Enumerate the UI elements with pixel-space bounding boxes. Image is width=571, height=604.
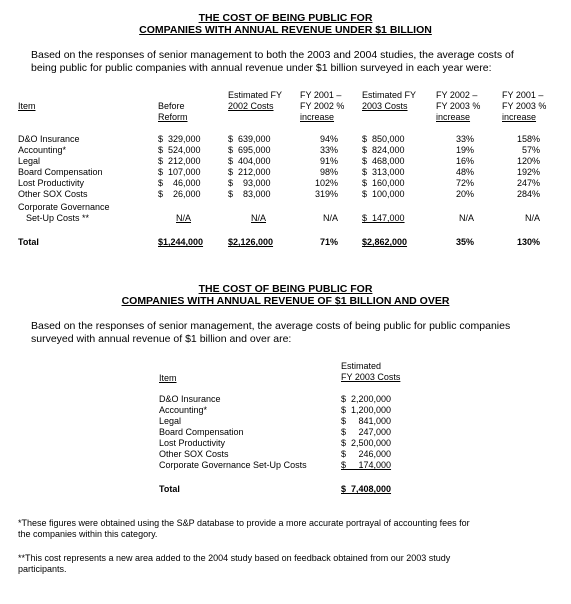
row-est2003: $ 100,000 [362, 189, 405, 199]
total-inc2002: 71% [319, 237, 338, 247]
row-value: $ 1,200,000 [341, 405, 392, 415]
s2-col-header-item: Item [159, 373, 177, 383]
row-est2002: $ 695,000 [228, 145, 271, 155]
row-before: $ 329,000 [158, 134, 201, 144]
row-inc2003: 20% [455, 189, 474, 199]
row-inc2002: 91% [319, 156, 338, 166]
row-inc2003: 16% [455, 156, 474, 166]
row-est2003: $ 824,000 [362, 145, 405, 155]
col-header-inc2003-3: increase [436, 112, 471, 122]
total-before: $1,244,000 [158, 237, 204, 247]
row-est2002: $ 83,000 [228, 189, 271, 199]
total-value: $ 7,408,000 [341, 484, 392, 494]
s2-col-header-est-1: Estimated [341, 361, 382, 371]
row-item: Corporate Governance Set-Up Costs [159, 460, 307, 470]
row-item: D&O Insurance [159, 394, 221, 404]
total-est2003: $2,862,000 [362, 237, 408, 247]
row-before: $ 524,000 [158, 145, 201, 155]
total-inc0103: 130% [516, 237, 540, 247]
row-item: Corporate Governance [18, 202, 110, 212]
row-item: Lost Productivity [159, 438, 226, 448]
row-inc2003: 33% [455, 134, 474, 144]
col-header-before-2: Reform [158, 112, 188, 122]
row-inc2003: 19% [455, 145, 474, 155]
col-header-item: Item [18, 101, 36, 111]
row-est2003: $ 468,000 [362, 156, 405, 166]
row-value: $ 247,000 [341, 427, 392, 437]
section1-intro-line2: being public for public companies with annual revenue under $1 billion surveyed in each year were: [31, 62, 492, 74]
col-header-inc0103-1: FY 2001 – [502, 90, 544, 100]
section1-title-line2: COMPANIES WITH ANNUAL REVENUE UNDER $1 BILLION [139, 24, 432, 36]
row-before: $ 212,000 [158, 156, 201, 166]
col-header-inc2002-3: increase [300, 112, 335, 122]
col-header-inc2002-2: FY 2002 % [300, 101, 345, 111]
row-item: D&O Insurance [18, 134, 80, 144]
s2-col-header-est-2: FY 2003 Costs [341, 372, 401, 382]
section1-intro-line1: Based on the responses of senior management to both the 2003 and 2004 studies, the average costs of [31, 49, 514, 61]
row-inc0103: 284% [516, 189, 540, 199]
row-before: $ 26,000 [158, 189, 201, 199]
row-est2002: $ 639,000 [228, 134, 271, 144]
row-est2002: N/A [251, 213, 267, 223]
row-inc2002: 94% [319, 134, 338, 144]
section2-title-line2: COMPANIES WITH ANNUAL REVENUE OF $1 BILLION AND OVER [121, 295, 450, 307]
row-inc2003: N/A [458, 213, 474, 223]
section2-intro-line1: Based on the responses of senior management, the average costs of being public for public companies [31, 320, 511, 332]
row-est2003: $ 147,000 [362, 213, 405, 223]
row-value: $ 841,000 [341, 416, 392, 426]
row-item-cont: Set-Up Costs ** [26, 213, 90, 223]
row-item: Other SOX Costs [18, 189, 88, 199]
footnote-1-line1: *These figures were obtained using the S&P database to provide a more accurate portrayal of accounting fees for [18, 518, 470, 528]
row-inc2002: N/A [322, 213, 338, 223]
row-est2002: $ 212,000 [228, 167, 271, 177]
section2-intro-line2: surveyed with annual revenue of $1 billion and over are: [31, 333, 292, 345]
col-header-est2003-1: Estimated FY [362, 90, 417, 100]
row-inc2002: 98% [319, 167, 338, 177]
total-inc2003: 35% [455, 237, 474, 247]
row-value: $ 2,200,000 [341, 394, 392, 404]
row-value: $ 246,000 [341, 449, 392, 459]
row-item: Board Compensation [159, 427, 244, 437]
footnote-2-line1: **This cost represents a new area added to the 2004 study based on feedback obtained from our 2003 study [18, 553, 451, 563]
row-inc2002: 319% [314, 189, 338, 199]
col-header-before-1: Before [158, 101, 185, 111]
row-inc2003: 48% [455, 167, 474, 177]
row-est2003: $ 160,000 [362, 178, 405, 188]
row-item: Legal [18, 156, 41, 166]
section1-title-line1: THE COST OF BEING PUBLIC FOR [198, 12, 373, 24]
row-inc2003: 72% [455, 178, 474, 188]
total-est2002: $2,126,000 [228, 237, 274, 247]
row-est2003: $ 313,000 [362, 167, 405, 177]
row-item: Board Compensation [18, 167, 103, 177]
row-item: Accounting* [159, 405, 208, 415]
col-header-inc0103-2: FY 2003 % [502, 101, 547, 111]
row-est2002: $ 93,000 [228, 178, 271, 188]
row-before: $ 107,000 [158, 167, 201, 177]
row-inc0103: 57% [521, 145, 540, 155]
row-inc2002: 33% [319, 145, 338, 155]
row-value: $ 2,500,000 [341, 438, 392, 448]
col-header-est2002-1: Estimated FY [228, 90, 283, 100]
row-item: Legal [159, 416, 182, 426]
footnote-1-line2: the companies within this category. [18, 529, 158, 539]
col-header-inc2003-2: FY 2003 % [436, 101, 481, 111]
row-before: $ 46,000 [158, 178, 201, 188]
col-header-inc0103-3: increase [502, 112, 537, 122]
row-item: Accounting* [18, 145, 67, 155]
row-inc0103: 120% [516, 156, 540, 166]
row-inc0103: 158% [516, 134, 540, 144]
row-inc2002: 102% [314, 178, 338, 188]
row-inc0103: 192% [516, 167, 540, 177]
row-est2003: $ 850,000 [362, 134, 405, 144]
row-item: Lost Productivity [18, 178, 85, 188]
row-inc0103: 247% [516, 178, 540, 188]
row-inc0103: N/A [524, 213, 540, 223]
row-value: $ 174,000 [341, 460, 392, 470]
total-label: Total [159, 484, 180, 494]
row-est2002: $ 404,000 [228, 156, 271, 166]
col-header-est2003-2: 2003 Costs [362, 101, 408, 111]
footnote-2-line2: participants. [18, 564, 67, 574]
section2-title-line1: THE COST OF BEING PUBLIC FOR [198, 283, 373, 295]
row-before: N/A [176, 213, 192, 223]
col-header-est2002-2: 2002 Costs [228, 101, 274, 111]
col-header-inc2003-1: FY 2002 – [436, 90, 478, 100]
col-header-inc2002-1: FY 2001 – [300, 90, 342, 100]
total-label: Total [18, 237, 39, 247]
row-item: Other SOX Costs [159, 449, 229, 459]
